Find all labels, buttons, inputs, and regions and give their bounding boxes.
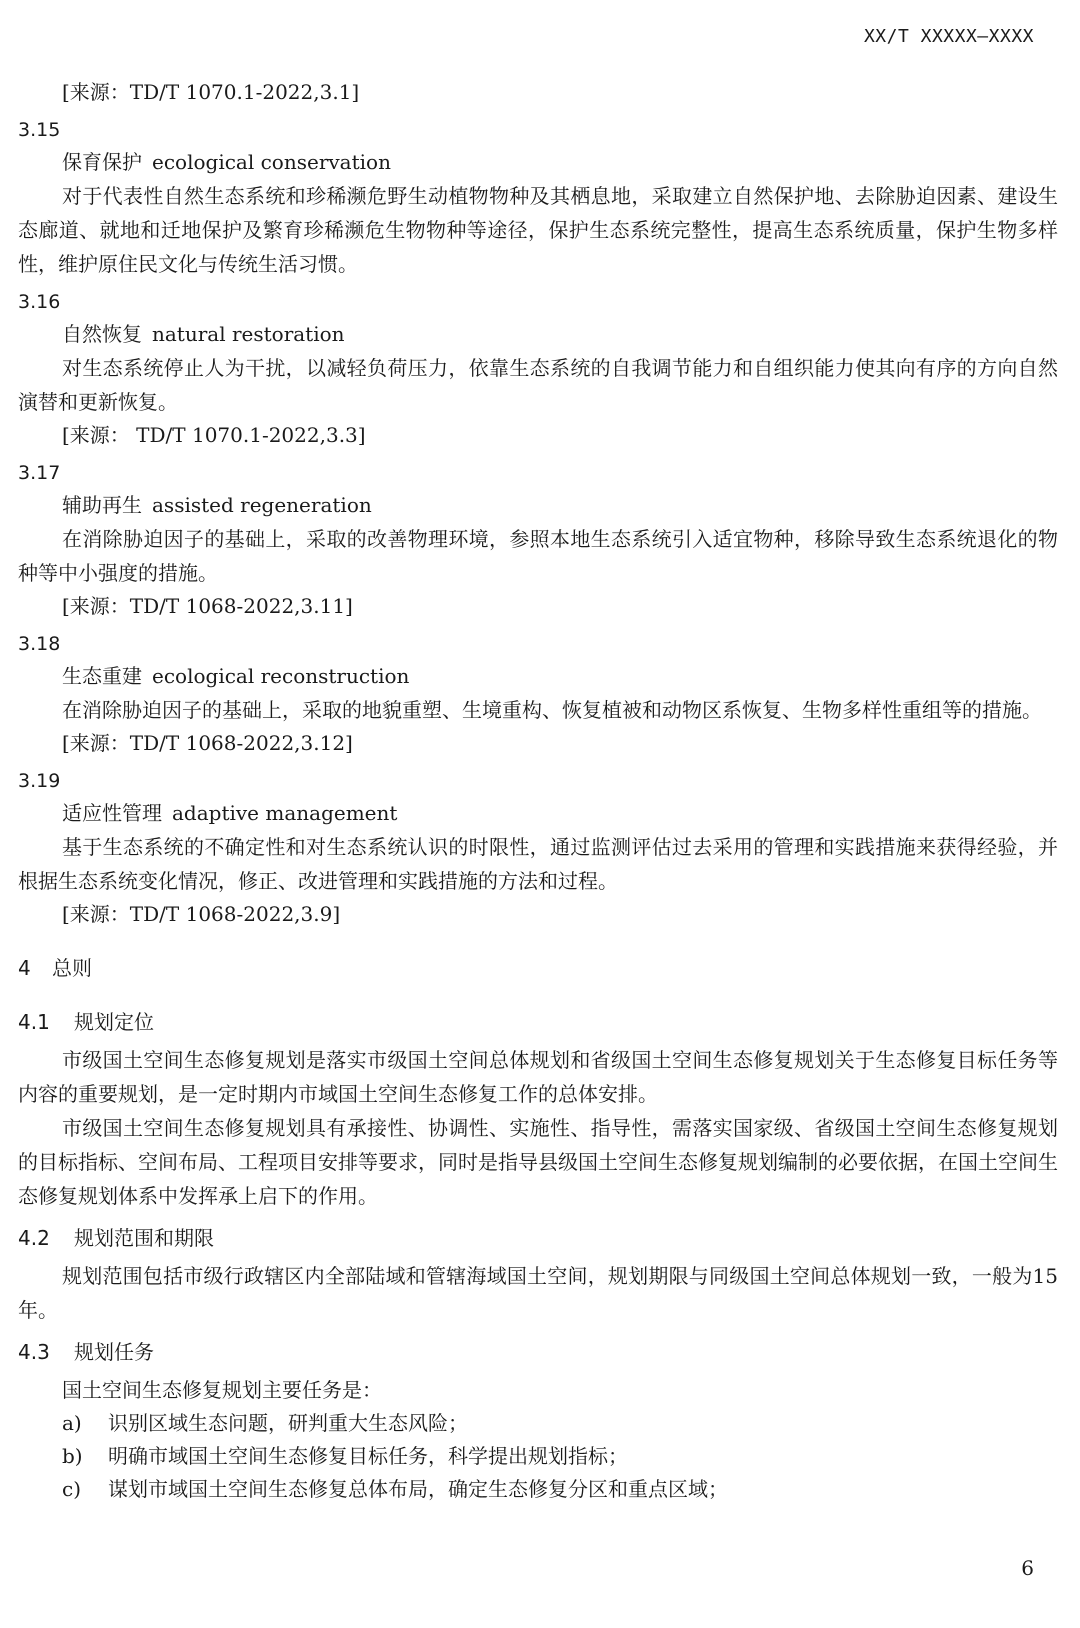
list-item <box>18 1440 1058 1473</box>
term-english: adaptive management <box>172 801 398 825</box>
term-chinese: 辅助再生 <box>62 493 142 517</box>
list-marker: a) <box>62 1411 82 1435</box>
section-number: 4.3 <box>18 1340 50 1364</box>
term-number: 3.15 <box>18 119 61 141</box>
paragraph: 国土空间生态修复规划主要任务是： <box>62 1378 382 1402</box>
page-number: 6 <box>1021 1556 1034 1580</box>
term-heading <box>18 318 1058 351</box>
section-heading <box>18 1005 1058 1039</box>
section-title: 规划范围和期限 <box>74 1226 214 1250</box>
source-reference: [来源： TD/T 1070.1-2022,3.3] <box>62 423 366 447</box>
term-chinese: 自然恢复 <box>62 322 142 346</box>
list-item <box>18 1473 1058 1506</box>
term-definition: 对于代表性自然生态系统和珍稀濒危野生动植物物种及其栖息地，采取建立自然保护地、去除胁迫因素、建设生态廊道、就地和迁地保护及繁育珍稀濒危生物物种等途径，保护生态系统完整性，提高生态系统质量，保护生物多样性，维护原住民文化与传统生活习惯。 <box>18 184 1058 276</box>
term-definition: 基于生态系统的不确定性和对生态系统认识的时限性，通过监测评估过去采用的管理和实践措施来获得经验，并根据生态系统变化情况，修正、改进管理和实践措施的方法和过程。 <box>18 835 1058 893</box>
term-heading <box>18 797 1058 830</box>
list-marker: b) <box>62 1444 83 1468</box>
source-reference: [来源：TD/T 1068-2022,3.9] <box>62 902 341 926</box>
list-item <box>18 1407 1058 1440</box>
list-text: 谋划市域国土空间生态修复总体布局，确定生态修复分区和重点区域； <box>108 1477 728 1501</box>
paragraph: 规划范围包括市级行政辖区内全部陆域和管辖海域国土空间，规划期限与同级国土空间总体规划一致，一般为15年。 <box>18 1264 1058 1322</box>
chapter-heading <box>18 951 1058 985</box>
term-number: 3.19 <box>18 770 61 792</box>
paragraph: 市级国土空间生态修复规划是落实市级国土空间总体规划和省级国土空间生态修复规划关于生态修复目标任务等内容的重要规划，是一定时期内市域国土空间生态修复工作的总体安排。 <box>18 1048 1058 1106</box>
term-chinese: 适应性管理 <box>62 801 162 825</box>
term-definition: 在消除胁迫因子的基础上，采取的地貌重塑、生境重构、恢复植被和动物区系恢复、生物多样性重组等的措施。 <box>62 698 1042 722</box>
chapter-number: 4 <box>18 956 31 980</box>
term-number: 3.18 <box>18 633 61 655</box>
term-english: ecological reconstruction <box>152 664 410 688</box>
paragraph: 市级国土空间生态修复规划具有承接性、协调性、实施性、指导性，需落实国家级、省级国土空间生态修复规划的目标指标、空间布局、工程项目安排等要求，同时是指导县级国土空间生态修复规划编制的必要依据，在国土空间生态修复规划体系中发挥承上启下的作用。 <box>18 1116 1058 1208</box>
term-heading <box>18 660 1058 693</box>
term-number: 3.17 <box>18 462 61 484</box>
section-heading <box>18 1221 1058 1255</box>
term-definition: 对生态系统停止人为干扰，以减轻负荷压力，依靠生态系统的自我调节能力和自组织能力使其向有序的方向自然演替和更新恢复。 <box>18 356 1058 414</box>
section-number: 4.1 <box>18 1010 50 1034</box>
source-reference: [来源：TD/T 1068-2022,3.11] <box>62 594 353 618</box>
list-text: 识别区域生态问题，研判重大生态风险； <box>108 1411 468 1435</box>
section-title: 规划任务 <box>74 1340 154 1364</box>
list-marker: c) <box>62 1477 82 1501</box>
term-heading <box>18 489 1058 522</box>
section-heading <box>18 1335 1058 1369</box>
source-reference: [来源：TD/T 1068-2022,3.12] <box>62 731 353 755</box>
section-title: 规划定位 <box>74 1010 154 1034</box>
term-heading <box>18 146 1058 179</box>
chapter-title: 总则 <box>52 956 92 980</box>
section-number: 4.2 <box>18 1226 50 1250</box>
term-english: ecological conservation <box>152 150 391 174</box>
term-chinese: 保育保护 <box>62 150 142 174</box>
term-english: natural restoration <box>152 322 345 346</box>
term-definition: 在消除胁迫因子的基础上，采取的改善物理环境，参照本地生态系统引入适宜物种，移除导致生态系统退化的物种等中小强度的措施。 <box>18 527 1058 585</box>
term-number: 3.16 <box>18 291 61 313</box>
term-chinese: 生态重建 <box>62 664 142 688</box>
term-english: assisted regeneration <box>152 493 372 517</box>
list-text: 明确市域国土空间生态修复目标任务，科学提出规划指标； <box>108 1444 628 1468</box>
standard-code-header: XX/T XXXXX—XXXX <box>863 26 1034 47</box>
source-reference: [来源：TD/T 1070.1-2022,3.1] <box>62 80 360 104</box>
page-content <box>18 76 1058 1506</box>
